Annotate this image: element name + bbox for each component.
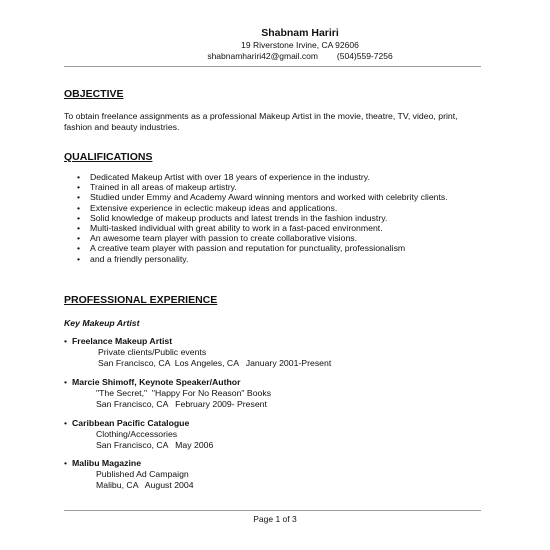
page-number: Page 1 of 3 [253, 514, 297, 524]
job-title [64, 418, 484, 429]
experience-subheading: Key Makeup Artist [64, 318, 140, 328]
job-entry [64, 418, 484, 451]
bullet-icon: • [77, 253, 81, 264]
bullet-icon: • [64, 336, 68, 346]
list-item [64, 172, 484, 182]
objective-text: To obtain freelance assignments as a professional Makeup Artist in the movie, theatre, TV, video, print, fashion and beauty industries. [64, 111, 458, 132]
experience-heading: PROFESSIONAL EXPERIENCE [64, 294, 218, 306]
qualification-text: Trained in all areas of makeup artistry. [90, 182, 237, 193]
candidate-email: shabnamhariri42@gmail.com [207, 51, 318, 61]
resume-header [0, 27, 550, 62]
job-entry [64, 336, 484, 369]
job-location-date: Malibu, CA August 2004 [96, 480, 194, 490]
list-item [64, 182, 484, 192]
bullet-icon: • [77, 182, 81, 193]
list-item [64, 243, 484, 253]
header-divider [64, 66, 481, 67]
candidate-phone: (504)559-7256 [336, 51, 393, 61]
job-title-text: Marcie Shimoff, Keynote Speaker/Author [72, 377, 241, 387]
qualification-text: Studied under Emmy and Academy Award winning mentors and worked with celebrity clients. [90, 192, 448, 203]
job-location-date: San Francisco, CA Los Angeles, CA January 2001-Present [98, 358, 332, 368]
qualification-text: Dedicated Makeup Artist with over 18 years of experience in the industry. [90, 172, 370, 182]
job-location-date: San Francisco, CA February 2009- Present [96, 399, 267, 409]
qualification-text: and a friendly personality. [90, 253, 189, 264]
bullet-icon: • [77, 192, 81, 203]
job-title-text: Freelance Makeup Artist [72, 336, 173, 346]
job-title-text: Malibu Magazine [72, 458, 142, 468]
candidate-name: Shabnam Hariri [261, 27, 339, 39]
bullet-icon: • [77, 223, 81, 234]
job-title-text: Caribbean Pacific Catalogue [72, 418, 190, 428]
job-title [64, 336, 484, 347]
qualifications-heading: QUALIFICATIONS [64, 151, 153, 163]
job-title [64, 377, 484, 388]
job-entry [64, 458, 484, 491]
bullet-icon: • [77, 202, 81, 213]
bullet-icon: • [77, 233, 81, 244]
job-detail: "The Secret," "Happy For No Reason" Books [96, 388, 272, 398]
footer-divider [64, 510, 481, 511]
list-item [64, 254, 484, 264]
list-item [64, 233, 484, 243]
qualifications-list [64, 172, 484, 264]
qualification-text: A creative team player with passion and reputation for punctuality, professionalism [90, 243, 406, 254]
job-detail: Clothing/Accessories [96, 429, 178, 439]
list-item [64, 223, 484, 233]
bullet-icon: • [77, 172, 81, 182]
bullet-icon: • [64, 458, 68, 468]
qualification-text: Extensive experience in eclectic makeup ideas and applications. [90, 202, 338, 213]
job-title [64, 458, 484, 469]
job-detail: Published Ad Campaign [96, 469, 189, 479]
list-item [64, 213, 484, 223]
candidate-contact [0, 51, 550, 62]
list-item [64, 203, 484, 213]
bullet-icon: • [77, 212, 81, 223]
qualification-text: Solid knowledge of makeup products and latest trends in the fashion industry. [90, 212, 388, 223]
bullet-icon: • [64, 377, 68, 387]
candidate-address: 19 Riverstone Irvine, CA 92606 [241, 40, 359, 50]
job-detail: Private clients/Public events [98, 347, 207, 357]
qualification-text: An awesome team player with passion to create collaborative visions. [90, 233, 358, 244]
qualification-text: Multi-tasked individual with great ability to work in a fast-paced environment. [90, 223, 383, 234]
job-location-date: San Francisco, CA May 2006 [96, 440, 214, 450]
bullet-icon: • [64, 418, 68, 428]
bullet-icon: • [77, 243, 81, 254]
objective-heading: OBJECTIVE [64, 88, 124, 100]
job-entry [64, 377, 484, 410]
list-item [64, 192, 484, 202]
